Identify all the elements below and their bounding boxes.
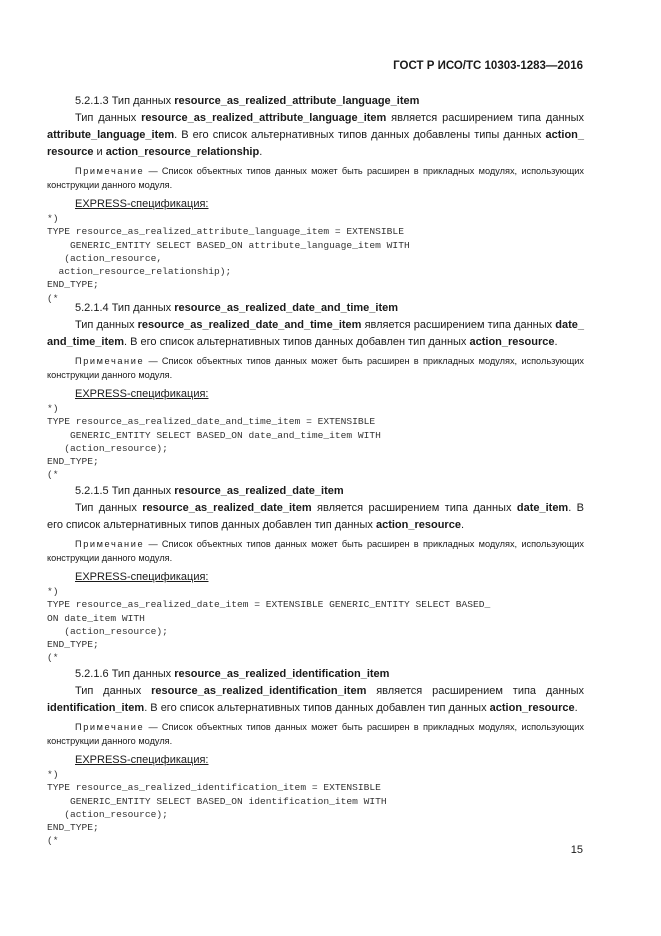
section-heading (47, 93, 584, 110)
text-run: . (554, 336, 558, 348)
section-5-2-1-3 (47, 93, 584, 305)
bold-term: date_ and_time_item (47, 319, 584, 348)
section-heading (47, 483, 584, 500)
text-run: . В его список альтернативных типов данных добавлен тип данных (144, 702, 490, 714)
text-run: — Список объектных типов данных может быть расширен в прикладных модулях, использующих конструкции данного модуля. (47, 722, 584, 746)
express-spec-label: EXPRESS-спецификация: (75, 198, 209, 210)
section-5-2-1-5 (47, 483, 584, 665)
section-body (47, 317, 584, 351)
text-run: и (93, 146, 106, 158)
express-spec-label: EXPRESS-спецификация: (75, 571, 209, 583)
bold-term: resource_as_realized_date_item (174, 485, 344, 497)
text-run: является расширением типа данных (311, 502, 517, 514)
text-run: 5.2.1.5 Тип данных (75, 485, 175, 497)
text-run: . (574, 702, 578, 714)
text-run: Примечание (75, 722, 145, 732)
section-body (47, 110, 584, 161)
section-note (47, 721, 584, 748)
text-run: — Список объектных типов данных может быть расширен в прикладных модулях, использующих конструкции данного модуля. (47, 539, 584, 563)
bold-term: action_resource (489, 702, 575, 714)
section-heading (47, 300, 584, 317)
text-run: Тип данных (75, 112, 142, 124)
section-5-2-1-6 (47, 666, 584, 848)
bold-term: resource_as_realized_attribute_language_item (141, 112, 387, 124)
bold-term: attribute_language_item (47, 129, 175, 141)
text-run: 5.2.1.6 Тип данных (75, 668, 175, 680)
text-run: — Список объектных типов данных может быть расширен в прикладных модулях, использующих конструкции данного модуля. (47, 356, 584, 380)
text-run: . В его список альтернативных типов данных добавлен тип данных (47, 502, 585, 531)
bold-term: action_resource (469, 336, 555, 348)
bold-term: resource_as_realized_identification_item (151, 685, 367, 697)
bold-term: date_item (516, 502, 569, 514)
text-run: является расширением типа данных (386, 112, 584, 124)
bold-term: resource_as_realized_identification_item (174, 668, 390, 680)
section-heading (47, 666, 584, 683)
express-spec-label: EXPRESS-спецификация: (75, 754, 209, 766)
text-run: . В его список альтернативных типов данных добавлен тип данных (124, 336, 470, 348)
text-run: является расширением типа данных (361, 319, 556, 331)
express-spec-label: EXPRESS-спецификация: (75, 388, 209, 400)
text-run: Примечание (75, 539, 145, 549)
text-run: 5.2.1.3 Тип данных (75, 95, 175, 107)
bold-term: resource_as_realized_date_and_time_item (137, 319, 362, 331)
section-5-2-1-4 (47, 300, 584, 482)
section-note (47, 538, 584, 565)
bold-term: resource_as_realized_date_and_time_item (174, 302, 399, 314)
text-run: . (259, 146, 263, 158)
section-body (47, 683, 584, 717)
section-body (47, 500, 584, 534)
text-run: Примечание (75, 166, 145, 176)
express-code-block: *) TYPE resource_as_realized_attribute_language_item = EXTENSIBLE GENERIC_ENTITY SELECT BASED_ON attribute_language_item WITH (action_resource, action_resource_relationship); END_TYPE; (* (47, 213, 410, 304)
text-run: . (460, 519, 464, 531)
text-run: — Список объектных типов данных может быть расширен в прикладных модулях, использующих конструкции данного модуля. (47, 166, 584, 190)
express-code-block: *) TYPE resource_as_realized_identification_item = EXTENSIBLE GENERIC_ENTITY SELECT BASED_ON identification_item WITH (action_resource); END_TYPE; (* (47, 769, 387, 847)
text-run: 5.2.1.4 Тип данных (75, 302, 175, 314)
express-code-block: *) TYPE resource_as_realized_date_item = EXTENSIBLE GENERIC_ENTITY SELECT BASED_ ON date_item WITH (action_resource); END_TYPE; (* (47, 586, 491, 664)
text-run: Тип данных (75, 502, 143, 514)
text-run: Примечание (75, 356, 145, 366)
text-run: Тип данных (75, 685, 152, 697)
bold-term: action_ resource (47, 129, 584, 158)
page-number: 15 (570, 844, 583, 856)
express-code-block: *) TYPE resource_as_realized_date_and_time_item = EXTENSIBLE GENERIC_ENTITY SELECT BASED_ON date_and_time_item WITH (action_resource); END_TYPE; (* (47, 403, 381, 481)
text-run: является расширением типа данных (366, 685, 584, 697)
text-run: . В его список альтернативных типов данных добавлены типы данных (174, 129, 546, 141)
text-run: Тип данных (75, 319, 138, 331)
bold-term: resource_as_realized_date_item (142, 502, 312, 514)
bold-term: action_resource (375, 519, 461, 531)
document-header: ГОСТ Р ИСО/ТС 10303-1283—2016 (393, 60, 583, 72)
section-note (47, 165, 584, 192)
section-note (47, 355, 584, 382)
bold-term: action_resource_relationship (105, 146, 260, 158)
bold-term: resource_as_realized_attribute_language_item (174, 95, 420, 107)
bold-term: identification_item (47, 702, 145, 714)
